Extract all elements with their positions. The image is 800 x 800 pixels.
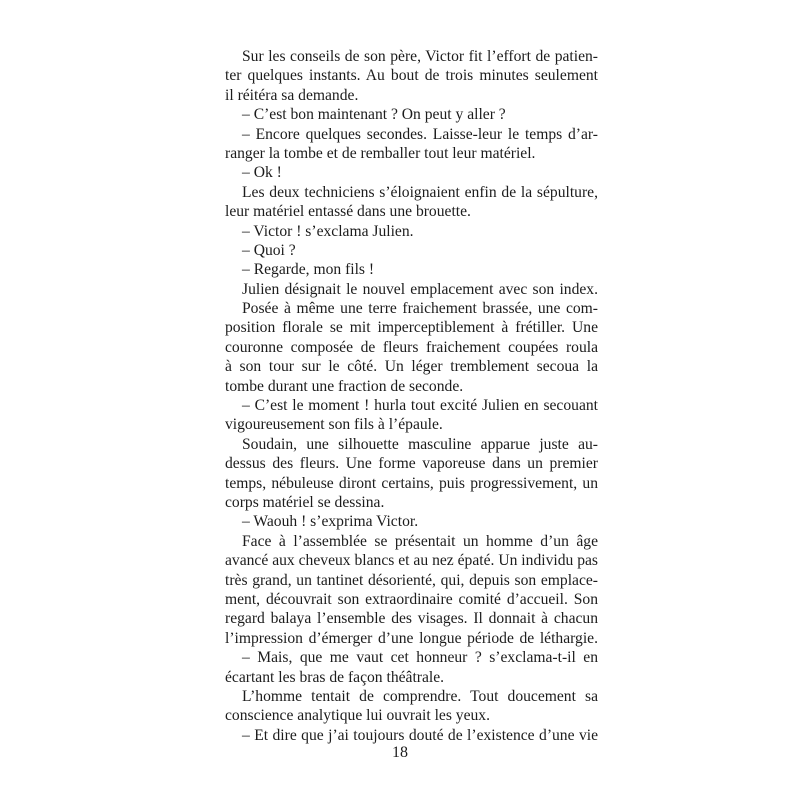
text-line: ranger la tombe et de remballer tout leur matériel. bbox=[225, 144, 536, 162]
text-line: leur matériel entassé dans une brouette. bbox=[225, 203, 471, 221]
text-line: L’homme tentait de comprendre. Tout doucement sa bbox=[242, 687, 598, 705]
text-line: regard balaya l’ensemble des visages. Il donnait à chacun bbox=[225, 610, 598, 628]
text-line: – Mais, que me vaut cet honneur ? s’exclama-t-il en bbox=[242, 649, 598, 667]
text-line: position florale se mit imperceptiblement à frétiller. Une bbox=[225, 319, 598, 337]
text-line: – Ok ! bbox=[242, 164, 282, 182]
text-line: – Regarde, mon fils ! bbox=[242, 261, 375, 279]
text-line: très grand, un tantinet désorienté, qui, depuis son emplace- bbox=[225, 571, 598, 589]
text-line: Julien désignait le nouvel emplacement avec son index. bbox=[242, 280, 598, 298]
text-line: dessus des fleurs. Une forme vaporeuse dans un premier bbox=[225, 455, 598, 473]
text-line: vigoureusement son fils à l’épaule. bbox=[225, 416, 443, 434]
page-number: 18 bbox=[392, 744, 408, 761]
text-line: il réitéra sa demande. bbox=[225, 86, 359, 104]
text-line: l’impression d’émerger d’une longue période de léthargie. bbox=[225, 629, 598, 647]
text-line: ter quelques instants. Au bout de trois minutes seulement bbox=[225, 67, 598, 85]
text-line: ment, découvrait son extraordinaire comité d’accueil. Son bbox=[225, 590, 598, 608]
text-line: – C’est le moment ! hurla tout excité Julien en secouant bbox=[242, 397, 598, 415]
text-line: corps matériel se dessina. bbox=[225, 493, 385, 511]
text-line: Sur les conseils de son père, Victor fit l’effort de patien- bbox=[242, 48, 598, 65]
text-line: – Waouh ! s’exprima Victor. bbox=[242, 513, 419, 531]
text-line: tombe durant une fraction de seconde. bbox=[225, 377, 464, 395]
text-line: – Quoi ? bbox=[242, 241, 296, 259]
text-line: conscience analytique lui ouvrait les yeux. bbox=[225, 707, 491, 725]
text-line: – Encore quelques secondes. Laisse-leur le temps d’ar- bbox=[242, 125, 598, 143]
text-line: Les deux techniciens s’éloignaient enfin de la sépulture, bbox=[242, 183, 598, 201]
body-text bbox=[225, 47, 598, 745]
text-line: à son tour sur le côté. Un léger tremblement secoua la bbox=[225, 358, 598, 376]
text-line: Face à l’assemblée se présentait un homme d’un âge bbox=[242, 532, 598, 550]
text-line: couronne composée de fleurs fraichement coupées roula bbox=[225, 338, 598, 356]
text-line: Posée à même une terre fraichement brassée, une com- bbox=[242, 300, 598, 318]
text-line: avancé aux cheveux blancs et au nez épaté. Un individu pas bbox=[225, 552, 598, 570]
text-line: temps, nébuleuse diront certains, puis progressivement, un bbox=[225, 474, 598, 492]
text-line: – Et dire que j’ai toujours douté de l’existence d’une vie bbox=[242, 726, 598, 744]
text-line: – Victor ! s’exclama Julien. bbox=[242, 222, 414, 240]
text-line: Soudain, une silhouette masculine apparue juste au- bbox=[242, 435, 598, 453]
text-line: écartant les bras de façon théâtrale. bbox=[225, 668, 445, 686]
text-line: – C’est bon maintenant ? On peut y aller ? bbox=[242, 106, 506, 124]
